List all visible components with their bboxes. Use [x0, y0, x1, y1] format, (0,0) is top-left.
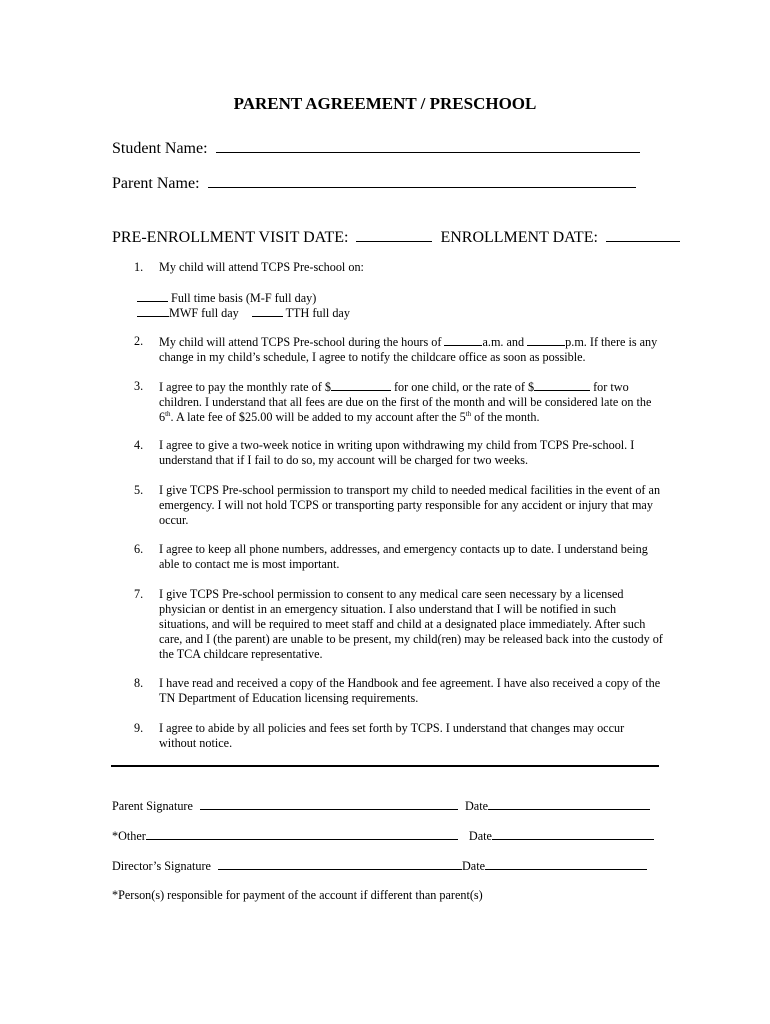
date-label: Date [462, 859, 486, 873]
item-number: 4. [134, 438, 144, 452]
item-number: 6. [134, 542, 144, 556]
item-number: 3. [134, 379, 144, 393]
option-mwf-label: MWF full day [169, 306, 239, 320]
parent-name-row [112, 171, 636, 194]
other-date-field[interactable] [492, 828, 654, 840]
two-children-rate-blank[interactable] [534, 379, 590, 391]
item-number: 1. [134, 260, 144, 274]
item-text-part: I agree to pay the monthly rate of $ [159, 380, 331, 394]
parent-signature-field[interactable] [200, 798, 458, 810]
item-text-part: for two children. I understand that all fees are due on the first of the month and will be considered late on the 6 [159, 380, 652, 424]
option-full-time-blank[interactable] [137, 290, 168, 302]
item-text [159, 334, 664, 365]
page-title: PARENT AGREEMENT / PRESCHOOL [233, 94, 537, 113]
section-divider [111, 765, 659, 767]
other-signature-label: *Other [112, 829, 146, 843]
director-date-field[interactable] [485, 858, 647, 870]
item-text-part: p.m. If there is any change in my child’s schedule, I agree to notify the childcare office as soon as possible. [159, 335, 658, 364]
option-tth-blank[interactable] [252, 305, 283, 317]
hours-pm-blank[interactable] [527, 334, 565, 346]
item-number: 8. [134, 676, 144, 690]
item-text: I have read and received a copy of the Handbook and fee agreement. I have also received a copy of the TN Department of Education licensing requirements. [159, 676, 661, 705]
parent-signature-row [112, 798, 650, 814]
item-text-part: for one child, or the rate of $ [390, 380, 535, 394]
enrollment-date-field[interactable] [606, 225, 680, 242]
item-text-part: . A late fee of $25.00 will be added to my account after the 5 [170, 410, 466, 424]
student-name-field[interactable] [216, 136, 640, 153]
option-tth-label: TTH full day [285, 306, 350, 320]
item-text-part: of the month. [471, 410, 540, 424]
item-text-part: My child will attend TCPS Pre-school during the hours of [159, 335, 445, 349]
hours-am-blank[interactable] [444, 334, 482, 346]
parent-name-label: Parent Name: [112, 175, 200, 192]
director-signature-row [112, 858, 647, 874]
footnote: *Person(s) responsible for payment of the account if different than parent(s) [112, 888, 483, 902]
student-name-row [112, 136, 640, 159]
option-full-time [137, 290, 316, 306]
monthly-rate-blank[interactable] [331, 379, 391, 391]
superscript: th [165, 409, 171, 418]
item-text: I give TCPS Pre-school permission to transport my child to needed medical facilities in the event of an emergency. I will not hold TCPS or transporting party responsible for any accident or injury that may occur. [159, 483, 661, 527]
student-name-label: Student Name: [112, 140, 208, 157]
preenrollment-visit-date-field[interactable] [356, 225, 432, 242]
item-text: I agree to keep all phone numbers, addresses, and emergency contacts up to date. I understand being able to contact me is most important. [159, 542, 648, 571]
option-schedule [137, 305, 350, 321]
item-text-part: a.m. and [482, 335, 528, 349]
director-signature-label: Director’s Signature [112, 859, 211, 873]
date-label: Date [468, 829, 492, 843]
date-label: Date [465, 799, 489, 813]
item-number: 7. [134, 587, 144, 601]
other-signature-field[interactable] [146, 828, 458, 840]
item-number: 2. [134, 334, 144, 348]
item-text [159, 379, 664, 425]
item-number: 5. [134, 483, 144, 497]
parent-signature-label: Parent Signature [112, 799, 193, 813]
option-mwf-blank[interactable] [137, 305, 169, 317]
item-text: My child will attend TCPS Pre-school on: [159, 260, 364, 274]
parent-date-field[interactable] [488, 798, 650, 810]
other-signature-row [112, 828, 654, 844]
superscript: th [465, 409, 472, 418]
item-text: I agree to abide by all policies and fees set forth by TCPS. I understand that changes may occur without notice. [159, 721, 625, 750]
parent-name-field[interactable] [208, 171, 636, 188]
item-text: I agree to give a two-week notice in writing upon withdrawing my child from TCPS Pre-school. I understand that if I fail to do so, my account will be charged for two weeks. [159, 438, 635, 467]
enrollment-date-label: ENROLLMENT DATE: [440, 229, 598, 246]
item-text: I give TCPS Pre-school permission to consent to any medical care seen necessary by a licensed physician or dentist in an emergency situation. I also understand that I will be notified in such situations, and will be required to meet staff and child at a designated place immediately. After such care, and I (the parent) are unable to be present, my child(ren) may be released back into the custody of the TCA childcare representative. [159, 587, 663, 661]
enrollment-dates-row [112, 225, 680, 248]
item-number: 9. [134, 721, 144, 735]
director-signature-field[interactable] [218, 858, 462, 870]
preenrollment-visit-label: PRE-ENROLLMENT VISIT DATE: [112, 229, 349, 246]
option-full-time-label: Full time basis (M-F full day) [171, 291, 317, 305]
